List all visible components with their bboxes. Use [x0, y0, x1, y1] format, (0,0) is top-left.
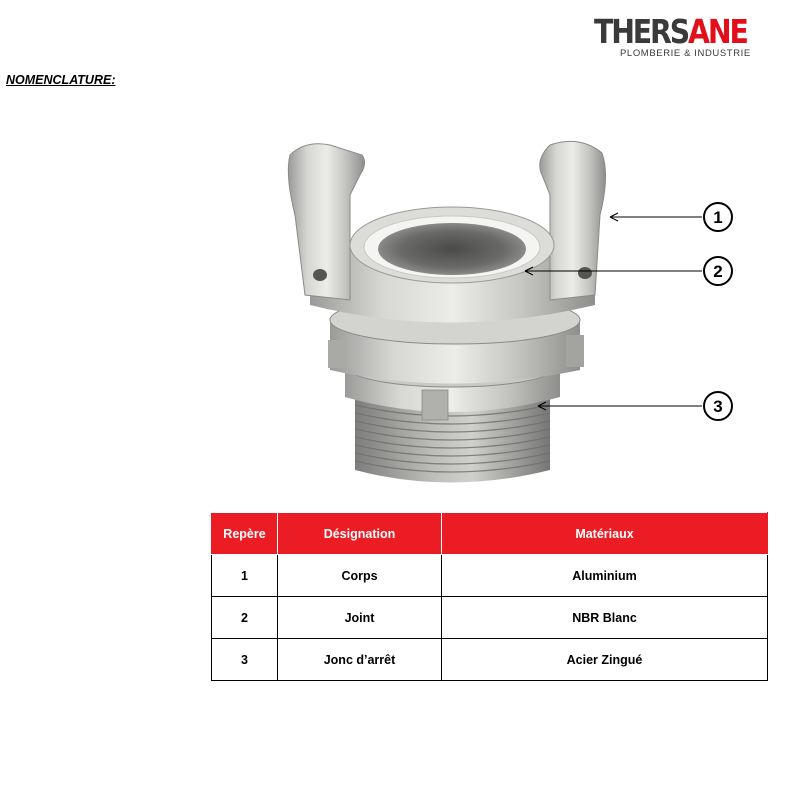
- product-figure: [250, 135, 750, 495]
- callout-3-number: 3: [713, 397, 723, 416]
- cell-repere: 2: [212, 597, 278, 639]
- logo-brand-part2: ANE: [688, 12, 747, 51]
- section-heading: NOMENCLATURE:: [6, 73, 116, 87]
- logo-wordmark: [594, 14, 747, 50]
- callout-markers: [704, 203, 732, 420]
- table-row: [212, 639, 768, 681]
- coupling-body: [288, 141, 605, 322]
- cell-designation: Joint: [278, 597, 442, 639]
- brand-logo: [594, 14, 766, 60]
- logo-brand-part1: THERS: [594, 12, 689, 51]
- nomenclature-table: [211, 512, 768, 681]
- table-header-row: [212, 513, 768, 555]
- header-designation: Désignation: [278, 513, 442, 555]
- callout-2-number: 2: [713, 262, 723, 281]
- coupling-illustration: [250, 135, 750, 495]
- table-row: [212, 555, 768, 597]
- cell-designation: Jonc d’arrêt: [278, 639, 442, 681]
- cell-materiaux: NBR Blanc: [442, 597, 768, 639]
- cell-materiaux: Aluminium: [442, 555, 768, 597]
- cell-repere: 3: [212, 639, 278, 681]
- header-materiaux: Matériaux: [442, 513, 768, 555]
- logo-tagline: PLOMBERIE & INDUSTRIE: [620, 48, 751, 59]
- cell-repere: 1: [212, 555, 278, 597]
- cell-materiaux: Acier Zingué: [442, 639, 768, 681]
- table-row: [212, 597, 768, 639]
- cell-designation: Corps: [278, 555, 442, 597]
- callout-1-number: 1: [713, 208, 723, 227]
- header-repere: Repère: [212, 513, 278, 555]
